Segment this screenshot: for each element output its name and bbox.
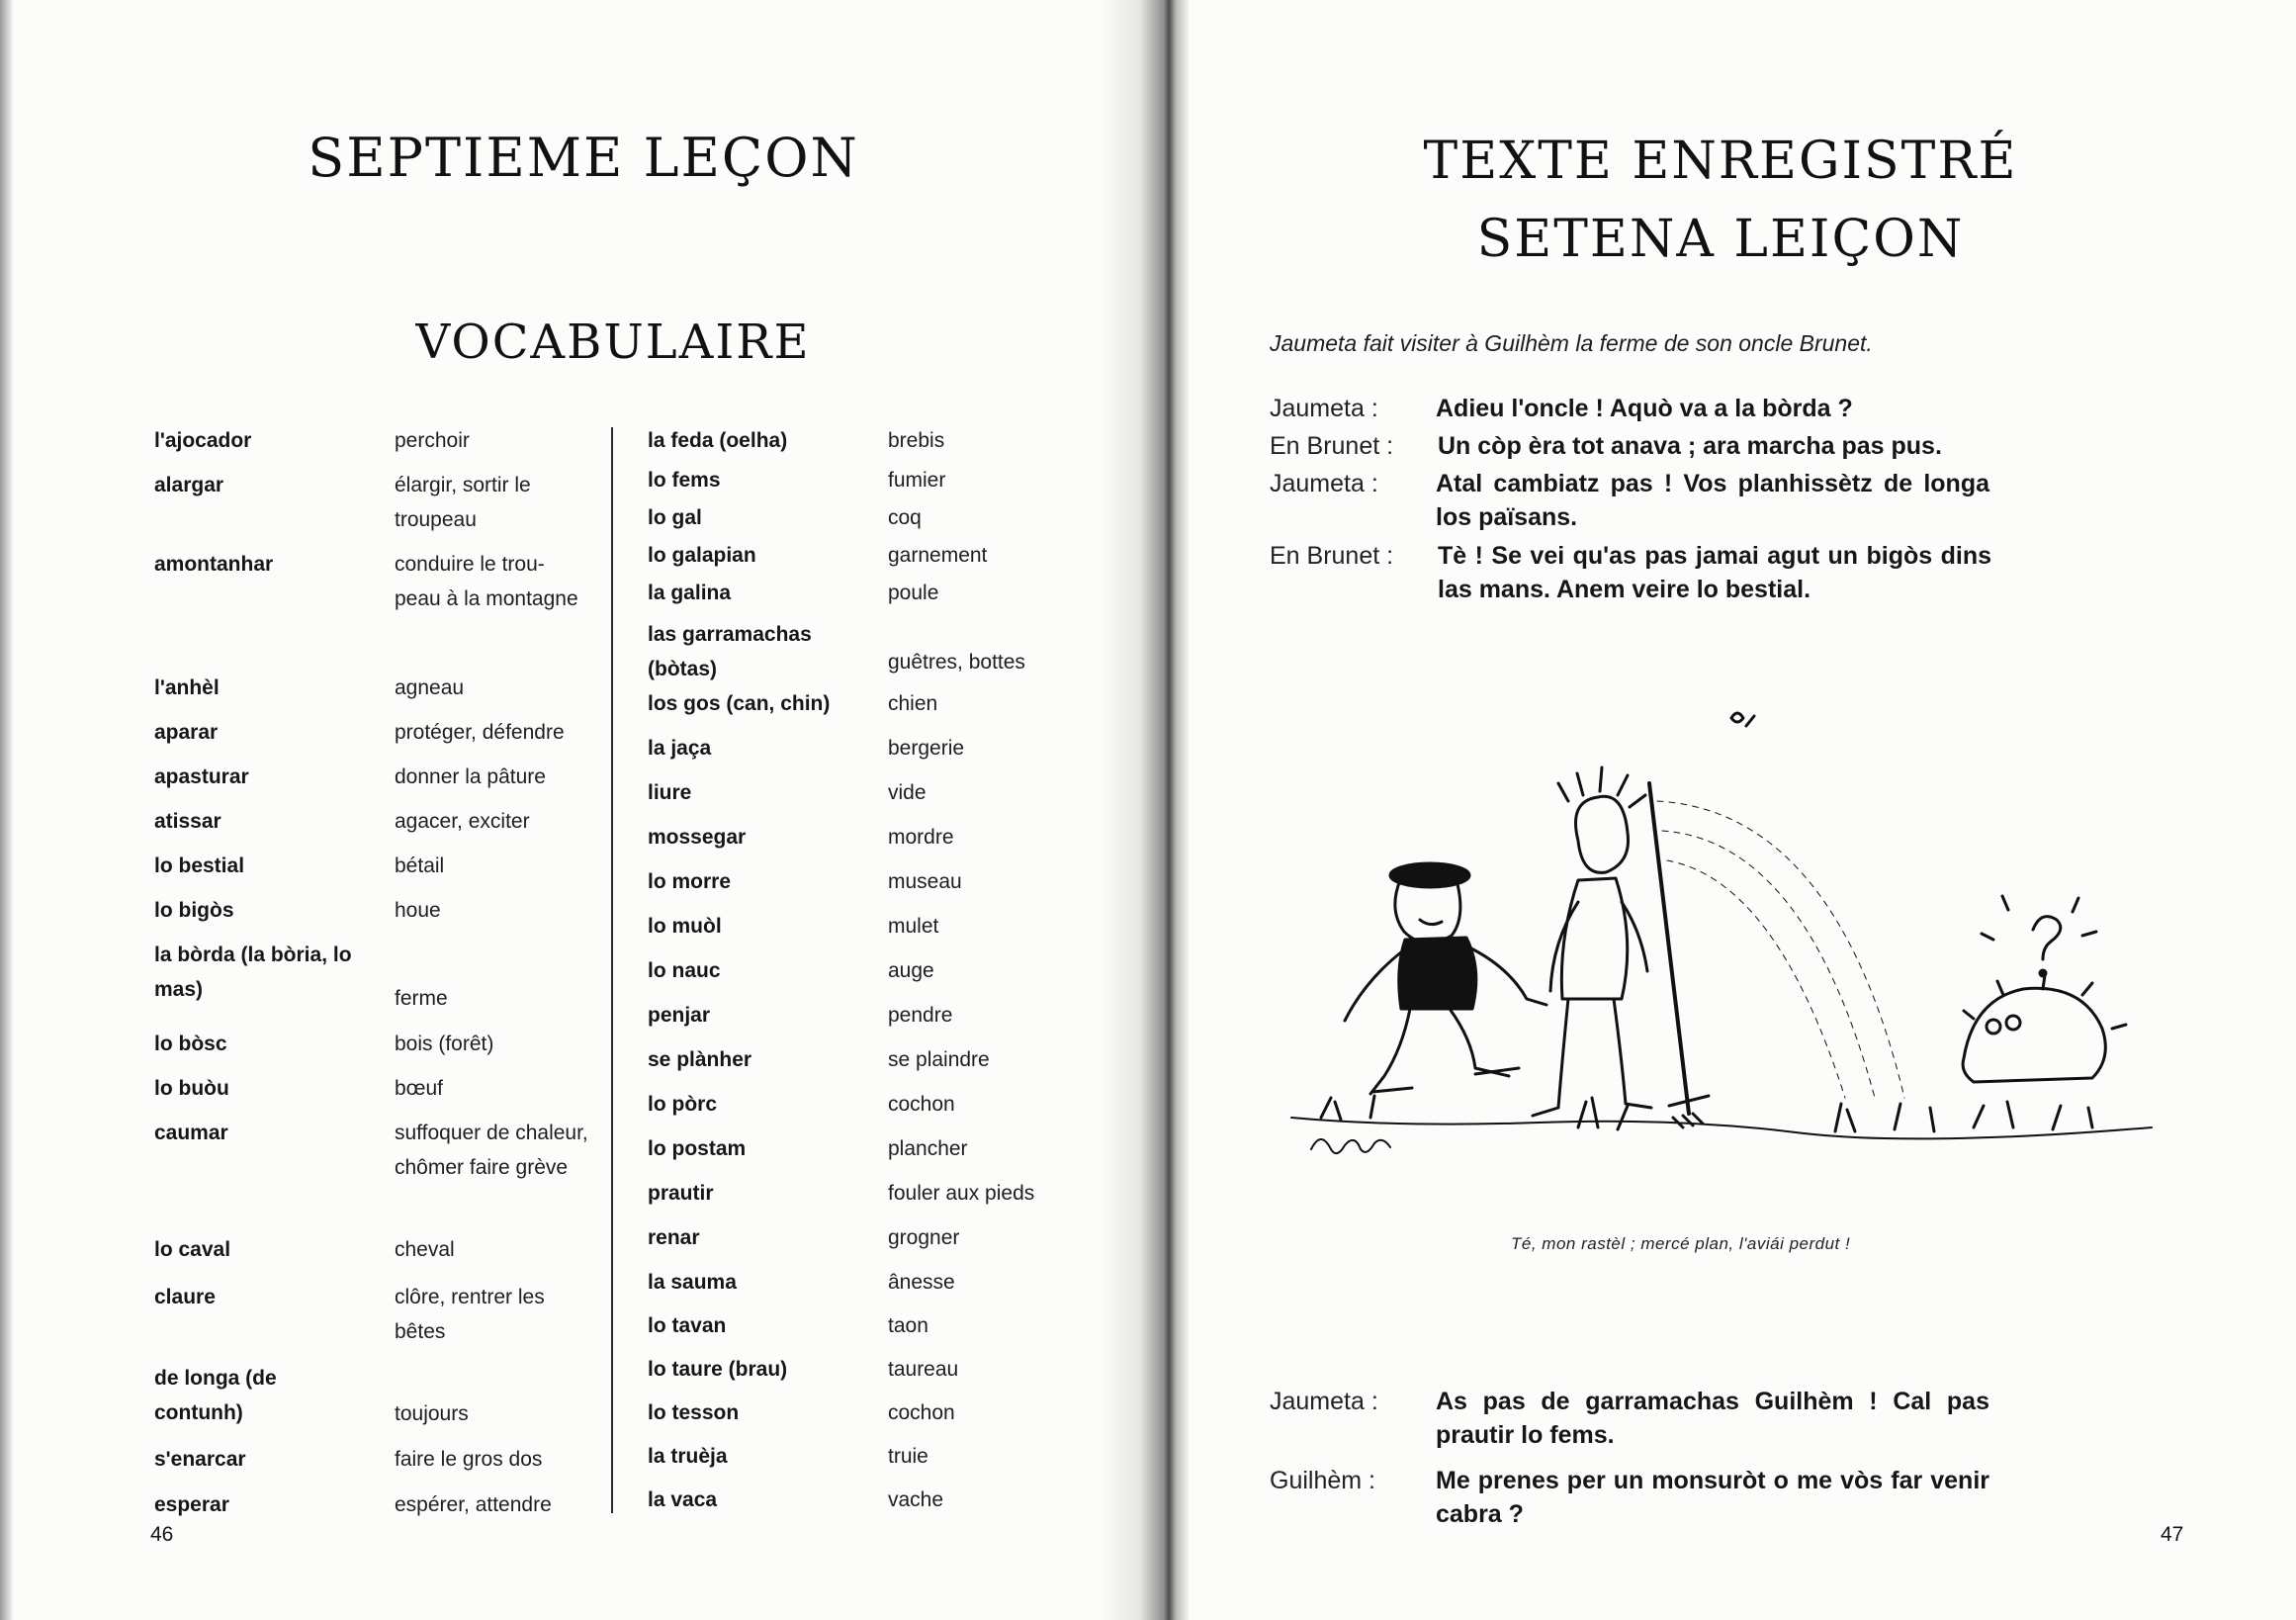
vocab-definition: toujours bbox=[395, 1402, 469, 1425]
vocab-entry bbox=[154, 547, 609, 671]
vocab-entry bbox=[154, 760, 609, 804]
vocab-definition: cheval bbox=[395, 1238, 455, 1261]
vocab-definition: espérer, attendre bbox=[395, 1493, 552, 1516]
vocab-definition: fumier bbox=[888, 469, 946, 492]
vocab-entry bbox=[154, 1071, 609, 1116]
vocab-term: penjar bbox=[648, 1004, 711, 1027]
vocab-term: aparar bbox=[154, 721, 219, 744]
vocab-definition: élargir, sortir le troupeau bbox=[395, 474, 531, 531]
speaker-name: Jaumeta : bbox=[1270, 1388, 1378, 1415]
vocab-term: se plànher bbox=[648, 1048, 752, 1071]
vocab-term: lo bòsc bbox=[154, 1033, 227, 1055]
vocab-term: la vaca bbox=[648, 1488, 718, 1511]
vocab-entry bbox=[154, 671, 609, 715]
vocab-definition: brebis bbox=[888, 429, 945, 452]
vocab-term: apasturar bbox=[154, 765, 249, 788]
speech-text: Me prenes per un monsuròt o me vòs far venir cabra ? bbox=[1436, 1467, 1989, 1528]
vocab-term: l'ajocador bbox=[154, 429, 252, 452]
vocab-term: prautir bbox=[648, 1182, 714, 1205]
vocab-entry bbox=[648, 500, 1103, 538]
vocab-term: lo morre bbox=[648, 870, 732, 893]
vocab-term: l'anhèl bbox=[154, 676, 220, 699]
vocab-term: lo gal bbox=[648, 506, 702, 529]
vocab-term: s'enarcar bbox=[154, 1448, 246, 1471]
vocab-entry bbox=[154, 1442, 609, 1487]
vocab-definition: houe bbox=[395, 899, 441, 922]
vocab-definition: fouler aux pieds bbox=[888, 1182, 1035, 1205]
vocab-definition: ferme bbox=[395, 987, 448, 1010]
speaker-name: En Brunet : bbox=[1270, 432, 1394, 460]
vocab-entry bbox=[648, 463, 1103, 500]
occitan-lesson-title: SETENA LEIÇON bbox=[1476, 210, 1965, 269]
vocab-entry bbox=[154, 715, 609, 760]
vocab-term: lo tavan bbox=[648, 1314, 727, 1337]
vocab-entry bbox=[648, 617, 1103, 686]
vocab-entry bbox=[154, 849, 609, 893]
vocab-entry bbox=[154, 893, 609, 938]
vocab-entry bbox=[648, 1352, 1103, 1395]
vocab-definition: mulet bbox=[888, 915, 939, 938]
vocab-definition: truie bbox=[888, 1445, 928, 1468]
vocab-term: lo tesson bbox=[648, 1401, 740, 1424]
vocab-entry bbox=[154, 1280, 609, 1361]
vocab-term: la truèja bbox=[648, 1445, 728, 1468]
vocab-term: lo caval bbox=[154, 1238, 231, 1261]
vocab-definition: taon bbox=[888, 1314, 928, 1337]
vocab-definition: faire le gros dos bbox=[395, 1448, 543, 1471]
vocab-term: lo muòl bbox=[648, 915, 722, 938]
vocab-term: lo postam bbox=[648, 1137, 747, 1160]
vocab-definition: taureau bbox=[888, 1358, 959, 1381]
vocab-definition: suffoquer de chaleur, chômer faire grève bbox=[395, 1122, 588, 1179]
vocab-entry bbox=[648, 1308, 1103, 1352]
speech-text: Un còp èra tot anava ; ara marcha pas pus. bbox=[1438, 432, 1942, 460]
vocabulary-heading: VOCABULAIRE bbox=[415, 315, 811, 370]
vocab-entry bbox=[648, 1220, 1103, 1265]
speech-text: Tè ! Se vei qu'as pas jamai agut un bigòs dins las mans. Anem veire lo bestial. bbox=[1438, 542, 1991, 603]
vocab-term: lo pòrc bbox=[648, 1093, 718, 1116]
vocab-entry bbox=[154, 1116, 609, 1232]
vocab-term: la galina bbox=[648, 582, 732, 604]
vocab-term: caumar bbox=[154, 1122, 228, 1144]
vocab-term: los gos (can, chin) bbox=[648, 692, 831, 715]
vocab-entry bbox=[154, 423, 609, 468]
vocab-entry bbox=[154, 938, 609, 1027]
recorded-text-title: TEXTE ENREGISTRÉ bbox=[1423, 132, 2018, 191]
vocab-definition: museau bbox=[888, 870, 962, 893]
vocab-entry bbox=[648, 731, 1103, 775]
vocab-definition: coq bbox=[888, 506, 922, 529]
page-number-right: 47 bbox=[2161, 1523, 2184, 1546]
vocab-definition: bétail bbox=[395, 855, 445, 877]
speech-text: As pas de garramachas Guilhèm ! Cal pas prautir lo fems. bbox=[1436, 1388, 1989, 1449]
vocab-term: amontanhar bbox=[154, 553, 274, 576]
vocab-definition: perchoir bbox=[395, 429, 470, 452]
vocab-entry bbox=[648, 1439, 1103, 1483]
vocab-entry bbox=[648, 686, 1103, 731]
vocab-definition: guêtres, bottes bbox=[888, 651, 1025, 674]
speaker-name: Jaumeta : bbox=[1270, 470, 1378, 497]
vocab-term: lo taure (brau) bbox=[648, 1358, 788, 1381]
vocab-definition: protéger, défendre bbox=[395, 721, 565, 744]
vocab-entry bbox=[154, 468, 609, 547]
speaker-name: En Brunet : bbox=[1270, 542, 1394, 570]
vocab-term: la jaça bbox=[648, 737, 712, 760]
vocab-entry bbox=[154, 804, 609, 849]
page-number-left: 46 bbox=[150, 1523, 174, 1546]
vocab-definition: bergerie bbox=[888, 737, 965, 760]
vocabulary-column-2 bbox=[648, 423, 1103, 1526]
column-divider bbox=[611, 427, 613, 1513]
vocab-definition: bois (forêt) bbox=[395, 1033, 494, 1055]
vocab-term: de longa (de contunh) bbox=[154, 1367, 277, 1424]
speaker-name: Guilhèm : bbox=[1270, 1467, 1375, 1494]
lesson-title: SEPTIEME LEÇON bbox=[308, 127, 859, 189]
vocab-definition: agacer, exciter bbox=[395, 810, 530, 833]
vocab-term: lo bigòs bbox=[154, 899, 234, 922]
vocab-definition: grogner bbox=[888, 1226, 960, 1249]
vocab-definition: se plaindre bbox=[888, 1048, 990, 1071]
vocab-entry bbox=[154, 1027, 609, 1071]
vocab-definition: cochon bbox=[888, 1401, 955, 1424]
vocab-term: claure bbox=[154, 1286, 216, 1308]
vocab-term: liure bbox=[648, 781, 692, 804]
vocab-entry bbox=[648, 953, 1103, 998]
vocab-term: lo fems bbox=[648, 469, 721, 492]
vocab-entry bbox=[648, 998, 1103, 1042]
vocab-definition: chien bbox=[888, 692, 938, 715]
vocab-term: alargar bbox=[154, 474, 224, 496]
vocab-definition: pendre bbox=[888, 1004, 953, 1027]
vocab-term: lo bestial bbox=[154, 855, 245, 877]
vocab-definition: garnement bbox=[888, 544, 988, 567]
vocab-definition: clôre, rentrer les bêtes bbox=[395, 1286, 545, 1343]
vocab-definition: agneau bbox=[395, 676, 465, 699]
speech-text: Atal cambiatz pas ! Vos planhissètz de longa los païsans. bbox=[1436, 470, 1989, 531]
vocab-entry bbox=[648, 775, 1103, 820]
vocab-term: esperar bbox=[154, 1493, 229, 1516]
vocab-entry bbox=[648, 820, 1103, 864]
vocab-definition: cochon bbox=[888, 1093, 955, 1116]
vocab-entry bbox=[154, 1232, 609, 1280]
vocab-definition: auge bbox=[888, 959, 934, 982]
vocab-term: lo nauc bbox=[648, 959, 721, 982]
vocab-term: las garramachas (bòtas) bbox=[648, 623, 812, 680]
vocab-entry bbox=[648, 576, 1103, 617]
cartoon-illustration bbox=[1281, 692, 2171, 1207]
vocab-term: la bòrda (la bòria, lo mas) bbox=[154, 944, 352, 1001]
vocab-definition: ânesse bbox=[888, 1271, 955, 1294]
vocab-entry bbox=[154, 1361, 609, 1442]
speaker-name: Jaumeta : bbox=[1270, 395, 1378, 422]
vocab-definition: poule bbox=[888, 582, 939, 604]
vocab-entry bbox=[648, 423, 1103, 463]
vocab-definition: vide bbox=[888, 781, 927, 804]
vocab-term: lo galapian bbox=[648, 544, 756, 567]
vocab-entry bbox=[648, 1395, 1103, 1439]
vocab-entry bbox=[648, 864, 1103, 909]
vocab-definition: vache bbox=[888, 1488, 944, 1511]
book-gutter bbox=[1100, 0, 1189, 1620]
vocab-entry bbox=[154, 1487, 609, 1532]
vocab-definition: donner la pâture bbox=[395, 765, 546, 788]
vocab-entry bbox=[648, 1131, 1103, 1176]
vocab-definition: bœuf bbox=[395, 1077, 444, 1100]
vocab-entry bbox=[648, 1265, 1103, 1308]
illustration-caption: Té, mon rastèl ; mercé plan, l'aviái perdut ! bbox=[1511, 1234, 1851, 1253]
vocab-term: mossegar bbox=[648, 826, 747, 849]
vocab-entry bbox=[648, 909, 1103, 953]
vocab-entry bbox=[648, 1087, 1103, 1131]
speech-text: Adieu l'oncle ! Aquò va a la bòrda ? bbox=[1436, 395, 1853, 422]
vocab-term: la feda (oelha) bbox=[648, 429, 788, 452]
vocab-term: renar bbox=[648, 1226, 700, 1249]
vocab-entry bbox=[648, 1483, 1103, 1526]
vocab-definition: conduire le trou-peau à la montagne bbox=[395, 553, 578, 610]
page-edge-shadow bbox=[0, 0, 14, 1620]
vocab-entry bbox=[648, 538, 1103, 576]
vocab-definition: plancher bbox=[888, 1137, 968, 1160]
vocab-term: lo buòu bbox=[154, 1077, 229, 1100]
vocab-term: atissar bbox=[154, 810, 221, 833]
vocab-entry bbox=[648, 1042, 1103, 1087]
dialogue-intro: Jaumeta fait visiter à Guilhèm la ferme de son oncle Brunet. bbox=[1270, 330, 1873, 356]
vocab-definition: mordre bbox=[888, 826, 954, 849]
vocab-term: la sauma bbox=[648, 1271, 737, 1294]
vocabulary-column-1 bbox=[154, 423, 609, 1532]
vocab-entry bbox=[648, 1176, 1103, 1220]
